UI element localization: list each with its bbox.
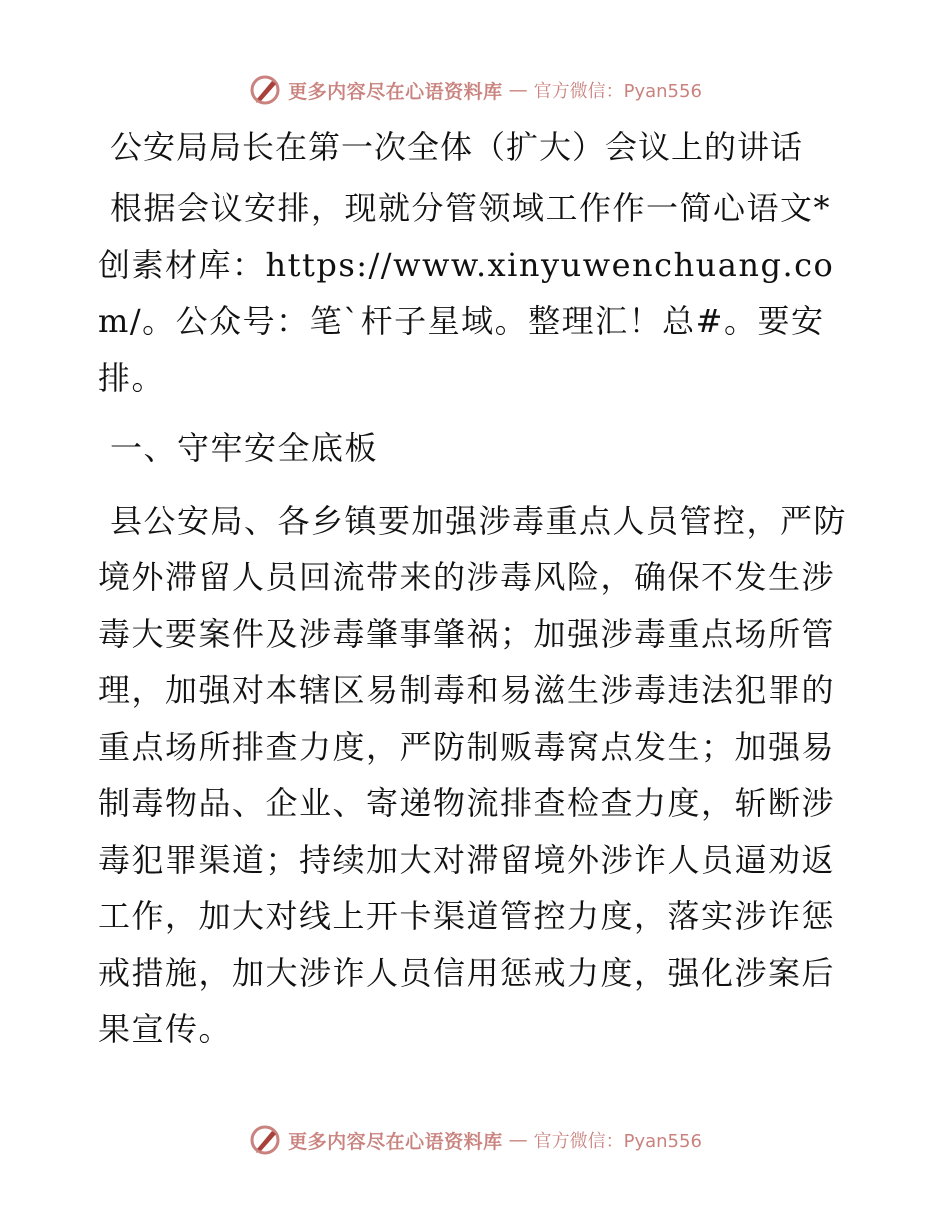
banner-wechat-text: 官方微信：Pyan556	[533, 81, 702, 102]
banner-dash: —	[508, 1129, 528, 1151]
section-heading: 一、守牢安全底板	[110, 429, 379, 467]
header-banner	[0, 70, 950, 110]
pen-logo-icon	[248, 1123, 282, 1157]
banner-brand-text: 更多内容尽在心语资料库	[288, 80, 503, 103]
banner-wechat-text: 官方微信：Pyan556	[533, 1131, 702, 1152]
banner-brand-text: 更多内容尽在心语资料库	[288, 1130, 503, 1153]
body-paragraph: 县公安局、各乡镇要加强涉毒重点人员管控，严防境外滞留人员回流带来的涉毒风险，确保不发生涉毒大要案件及涉毒肇事肇祸；加强涉毒重点场所管理，加强对本辖区易制毒和易滋生涉毒违法犯罪的重点场所排查力度，严防制贩毒窝点发生；加强易制毒物品、企业、寄递物流排查检查力度，斩断涉毒犯罪渠道；持续加大对滞留境外涉诈人员逼劝返工作，加大对线上开卡渠道管控力度，落实涉诈惩戒措施，加大涉诈人员信用惩戒力度，强化涉案后果宣传。	[98, 501, 848, 1048]
document-body	[98, 118, 858, 1058]
document-title: 公安局局长在第一次全体（扩大）会议上的讲话	[110, 128, 804, 166]
footer-banner	[0, 1120, 950, 1160]
intro-paragraph: 根据会议安排，现就分管领域工作作一简心语文*创素材库：https://www.xinyuwenchuang.com/。公众号：笔`杆子星域。整理汇！总#。要安排。	[98, 189, 835, 397]
banner-dash: —	[508, 79, 528, 101]
pen-logo-icon	[248, 73, 282, 107]
